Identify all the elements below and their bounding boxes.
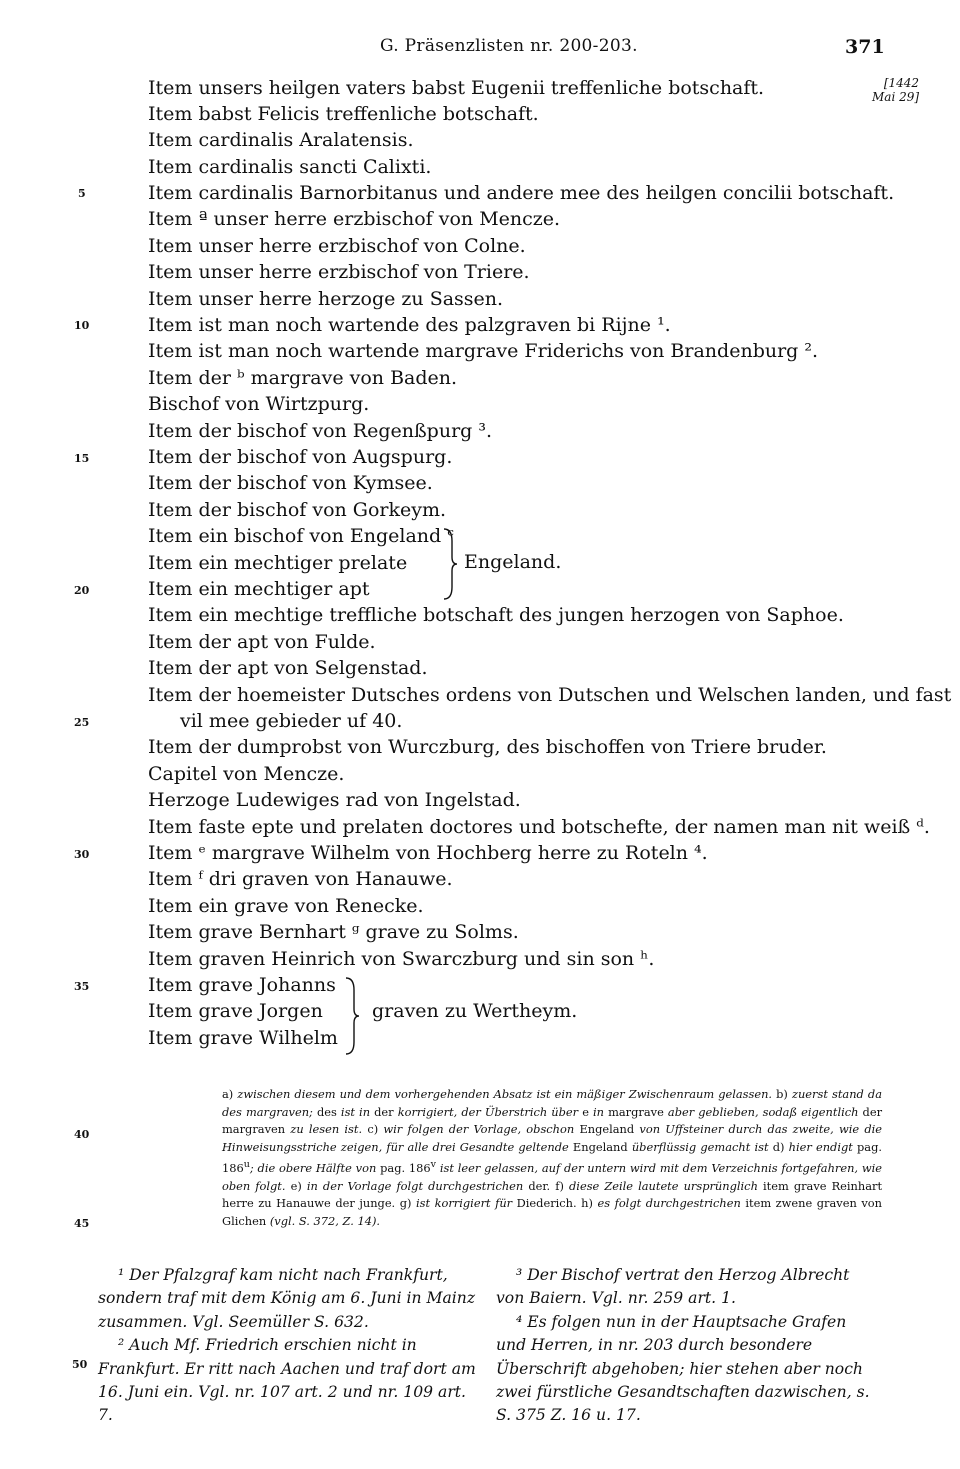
list-line: Item der bischof von Regenßpurg ³. xyxy=(148,420,493,442)
list-line: vil mee gebieder uf 40. xyxy=(180,710,403,732)
list-line: Item grave Wilhelm xyxy=(148,1027,338,1049)
list-line: Item der ᵇ margrave von Baden. xyxy=(148,367,458,389)
line-number: 45 xyxy=(74,1217,90,1230)
list-line: Item ein mechtiger prelate xyxy=(148,552,408,574)
list-line: Item der bischof von Gorkeym. xyxy=(148,499,447,521)
line-number: 40 xyxy=(74,1128,90,1141)
line-number: 5 xyxy=(78,187,86,200)
line-number: 10 xyxy=(74,319,90,332)
footnote-1: ¹ Der Pfalzgraf kam nicht nach Frankfurt, sondern traf mit dem König am 6. Juni in Mainz zusammen. Vgl. Seemüller S. 632. xyxy=(98,1266,476,1331)
line-number: 25 xyxy=(74,716,90,729)
footnote-4: ⁴ Es folgen nun in der Hauptsache Grafen und Herren, in nr. 203 durch besondere Überschrift abgehoben; hier stehen aber noch zwei fürstliche Gesandtschaften dazwischen, s. S. 375 Z. 16 u. 17. xyxy=(496,1312,870,1425)
footnote-3: ³ Der Bischof vertrat den Herzog Albrecht von Baiern. Vgl. nr. 259 art. 1. xyxy=(496,1266,850,1308)
page-number: 371 xyxy=(845,36,885,58)
list-line: Item der apt von Selgenstad. xyxy=(148,657,428,679)
line-number: 20 xyxy=(74,584,90,597)
list-line: Item ª unser herre erzbischof von Mencze. xyxy=(148,208,561,230)
list-line: Item ein grave von Renecke. xyxy=(148,895,424,917)
list-line: Item cardinalis Aralatensis. xyxy=(148,129,414,151)
list-line: Item ᵉ margrave Wilhelm von Hochberg herre zu Roteln ⁴. xyxy=(148,842,708,864)
wertheym-brace xyxy=(342,976,362,1056)
list-line: Item der bischof von Kymsee. xyxy=(148,472,433,494)
list-line: Item grave Jorgen xyxy=(148,1000,323,1022)
list-line: Item der hoemeister Dutsches ordens von Dutschen und Welschen landen, und fast xyxy=(148,684,952,706)
list-line: Item faste epte und prelaten doctores und botschefte, der namen man nit weiß ᵈ. xyxy=(148,816,930,838)
list-line: Item grave Johanns xyxy=(148,974,336,996)
list-line: Item ein mechtiger apt xyxy=(148,578,370,600)
list-line: Item unser herre herzoge zu Sassen. xyxy=(148,288,504,310)
line-number: 50 xyxy=(72,1358,88,1371)
list-line: Item ist man noch wartende des palzgraven bi Rijne ¹. xyxy=(148,314,671,336)
list-line: Item ist man noch wartende margrave Friderichs von Brandenburg ². xyxy=(148,340,819,362)
list-line: Item grave Bernhart ᵍ grave zu Solms. xyxy=(148,921,519,943)
list-line: Item unsers heilgen vaters babst Eugenii treffenliche botschaft. xyxy=(148,77,765,99)
running-header: G. Präsenzlisten nr. 200-203. xyxy=(380,36,638,56)
date-margin-note-day: Mai 29] xyxy=(872,90,920,104)
footnote-2: ² Auch Mf. Friedrich erschien nicht in Frankfurt. Er ritt nach Aachen und traf dort am 16. Juni ein. Vgl. nr. 107 art. 2 und nr. 109 art. 7. xyxy=(98,1336,476,1425)
line-number: 15 xyxy=(74,452,90,465)
line-number: 30 xyxy=(74,848,90,861)
list-line: Bischof von Wirtzpurg. xyxy=(148,393,370,415)
wertheym-brace-label: graven zu Wertheym. xyxy=(372,1000,578,1022)
list-line: Herzoge Ludewiges rad von Ingelstad. xyxy=(148,789,521,811)
list-line: Item ein mechtige treffliche botschaft des jungen herzogen von Saphoe. xyxy=(148,604,844,626)
list-line: Item cardinalis Barnorbitanus und andere mee des heilgen concilii botschaft. xyxy=(148,182,895,204)
list-line: Item babst Felicis treffenliche botschaft. xyxy=(148,103,539,125)
list-line: Item unser herre erzbischof von Triere. xyxy=(148,261,530,283)
list-line: Item cardinalis sancti Calixti. xyxy=(148,156,432,178)
apparatus-footnote: a) zwischen diesem und dem vorhergehenden Absatz ist ein mäßiger Zwischenraum gelassen. b) zuerst stand da des margraven; des ist in der korrigiert, der Überstrich über e in margrave aber geblieben, sodaß eigentlich der margraven zu lesen ist. c) wir folgen der Vorlage, obschon Engeland von Uffsteiner durch das zweite, wie die Hinweisungsstriche zeigen, für alle drei Gesandte geltende Engeland überflüssig gemacht ist d) hier endigt pag. 186$^u$; die obere Hälfte von pag. 186$^v$ ist leer gelassen, auf der untern wird mit dem Verzeichnis fortgefahren, wie oben folgt. e) in der Vorlage folgt durchgestrichen der. f) diese Zeile lautete ursprünglich item grave Reinhart herre zu Hanauwe der junge. g) ist korrigiert für Diederich. h) es folgt durchgestrichen item zwene graven von Glichen (vgl. S. 372, Z. 14). xyxy=(222,1087,883,1228)
engeland-brace xyxy=(440,527,460,602)
list-line: Item unser herre erzbischof von Colne. xyxy=(148,235,526,257)
engeland-brace-label: Engeland. xyxy=(464,551,562,573)
list-line: Item der bischof von Augspurg. xyxy=(148,446,453,468)
footnotes-right-column xyxy=(496,1264,880,1428)
list-line: Item graven Heinrich von Swarczburg und sin son ʰ. xyxy=(148,948,655,970)
list-line: Item ᶠ dri graven von Hanauwe. xyxy=(148,868,453,890)
list-line: Item ein bischof von Engeland ᶜ xyxy=(148,525,454,547)
line-number: 35 xyxy=(74,980,90,993)
footnotes-left-column xyxy=(98,1264,482,1428)
date-margin-note xyxy=(872,76,919,104)
list-line: Item der apt von Fulde. xyxy=(148,631,376,653)
list-line: Item der dumprobst von Wurczburg, des bischoffen von Triere bruder. xyxy=(148,736,827,758)
list-line: Capitel von Mencze. xyxy=(148,763,345,785)
date-margin-note-year: [1442 xyxy=(883,76,920,90)
